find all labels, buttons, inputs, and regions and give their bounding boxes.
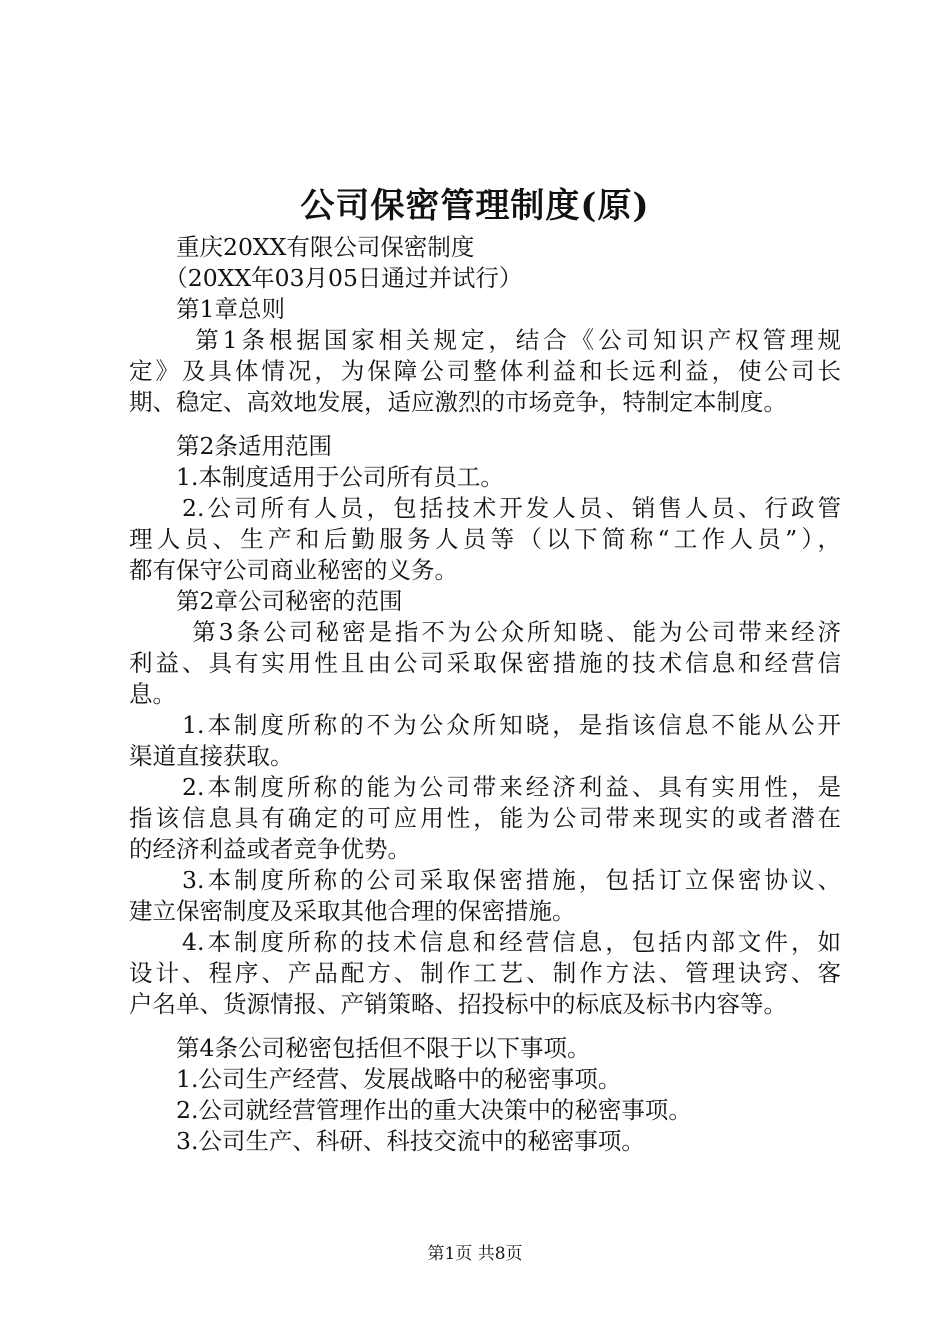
body-line: 第1条根据国家相关规定，结合《公司知识产权管理规 (129, 326, 841, 354)
body-line: 第1章总则 (129, 295, 285, 323)
document-title: 公司保密管理制度(原) (300, 186, 650, 226)
body-line: 第2条适用范围 (129, 432, 332, 460)
body-line: 1.本制度所称的不为公众所知晓，是指该信息不能从公开 (129, 711, 841, 739)
body-line: 渠道直接获取。 (129, 742, 294, 770)
document-body (129, 232, 841, 1157)
body-line: 2.公司就经营管理作出的重大决策中的秘密事项。 (129, 1096, 692, 1124)
body-line: 指该信息具有确定的可应用性，能为公司带来现实的或者潜在 (129, 804, 841, 832)
body-line: 理人员、生产和后勤服务人员等（以下简称“工作人员”）， (129, 525, 841, 553)
body-line: 第4条公司秘密包括但不限于以下事项。 (129, 1034, 591, 1062)
body-line: 3.本制度所称的公司采取保密措施，包括订立保密协议、 (129, 866, 841, 894)
body-line: 建立保密制度及采取其他合理的保密措施。 (129, 897, 576, 925)
body-line: 期、稳定、高效地发展，适应激烈的市场竞争，特制定本制度。 (129, 388, 787, 416)
body-line: 2.公司所有人员，包括技术开发人员、销售人员、行政管 (129, 494, 841, 522)
body-line: 利益、具有实用性且由公司采取保密措施的技术信息和经营信 (129, 649, 841, 677)
body-line: 重庆20XX有限公司保密制度 (129, 233, 475, 261)
body-line: 3.公司生产、科研、科技交流中的秘密事项。 (129, 1127, 645, 1155)
body-line: （20XX年03月05日通过并试行） (129, 264, 523, 292)
body-line: 1.公司生产经营、发展战略中的秘密事项。 (129, 1065, 622, 1093)
body-line: 2.本制度所称的能为公司带来经济利益、具有实用性，是 (129, 773, 841, 801)
body-line: 1.本制度适用于公司所有员工。 (129, 463, 504, 491)
body-line: 户名单、货源情报、产销策略、招投标中的标底及标书内容等。 (129, 990, 787, 1018)
body-line: 4.本制度所称的技术信息和经营信息，包括内部文件，如 (129, 928, 841, 956)
body-line: 第3条公司秘密是指不为公众所知晓、能为公司带来经济 (129, 618, 841, 646)
body-line: 定》及具体情况，为保障公司整体利益和长远利益，使公司长 (129, 357, 841, 385)
page-footer: 第1页 共8页 (427, 1244, 523, 1264)
body-line: 息。 (129, 680, 176, 708)
body-line: 第2章公司秘密的范围 (129, 587, 403, 615)
body-line: 的经济利益或者竞争优势。 (129, 835, 411, 863)
body-line: 都有保守公司商业秘密的义务。 (129, 556, 458, 584)
body-line: 设计、程序、产品配方、制作工艺、制作方法、管理诀窍、客 (129, 959, 841, 987)
